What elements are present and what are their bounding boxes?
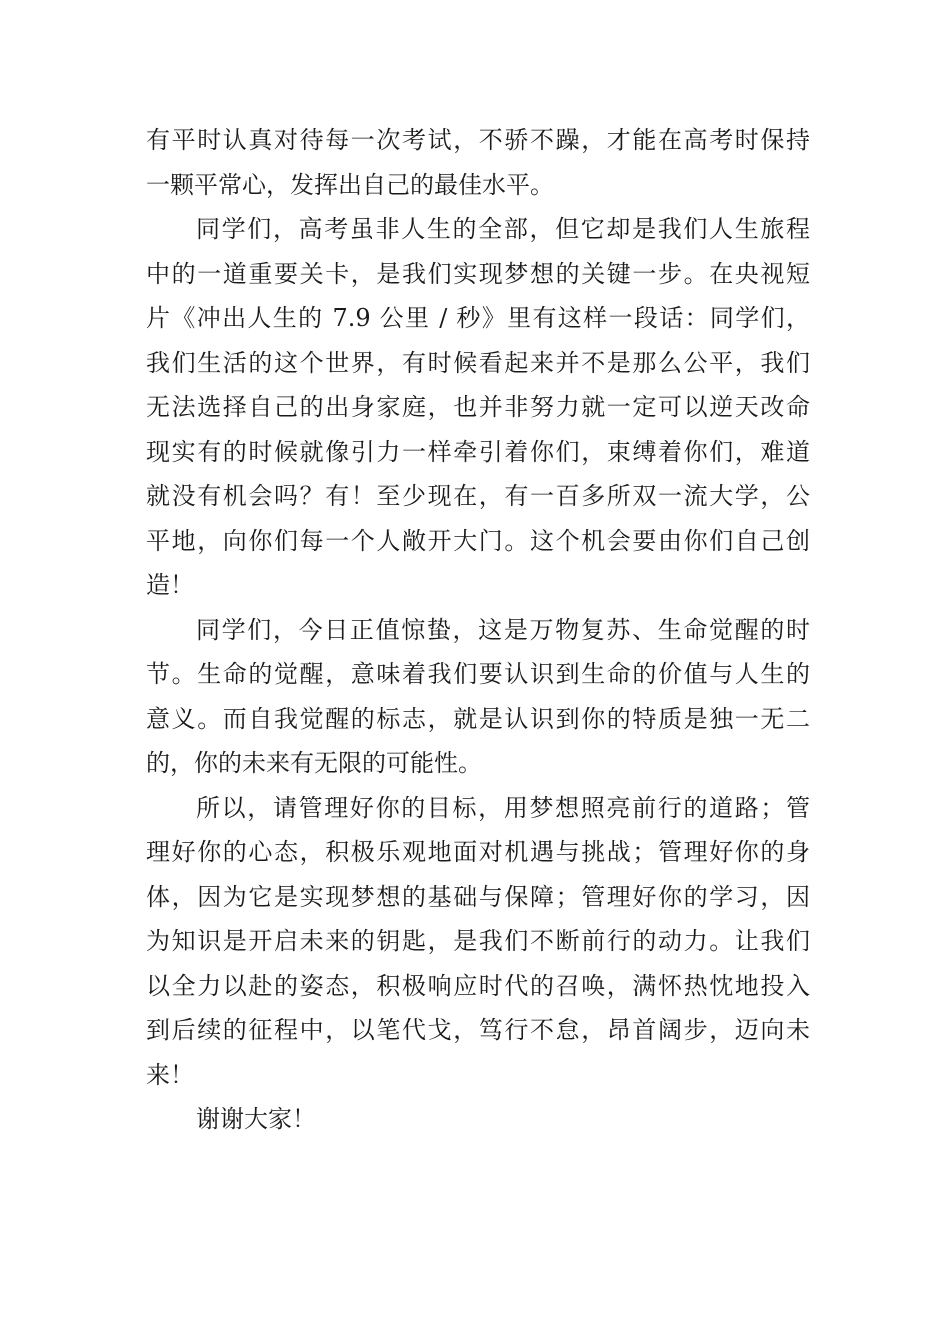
text-line: 为知识是开启未来的钥匙，是我们不断前行的动力。让我们	[146, 927, 810, 955]
closing-line: 谢谢大家！	[196, 1105, 316, 1133]
paragraph-start-line: 同学们，今日正值惊蛰，这是万物复苏、生命觉醒的时	[196, 615, 810, 644]
text-line: 一颗平常心，发挥出自己的最佳水平。	[146, 170, 554, 199]
text-line: 节。生命的觉醒，意味着我们要认识到生命的价值与人生的	[146, 660, 810, 688]
text-line: 以全力以赴的姿态，积极响应时代的召唤，满怀热忱地投入	[146, 971, 810, 1000]
text-line: 无法选择自己的出身家庭，也并非努力就一定可以逆天改命	[146, 393, 810, 421]
text-line: 造！	[146, 571, 194, 599]
text-line: 平地，向你们每一个人敞开大门。这个机会要由你们自己创	[146, 526, 810, 555]
text-line: 就没有机会吗？有！至少现在，有一百多所双一流大学，公	[146, 482, 810, 510]
speech-body	[146, 118, 810, 1142]
paragraph-start-line: 同学们，高考虽非人生的全部，但它却是我们人生旅程	[196, 215, 810, 243]
text-line: 意义。而自我觉醒的标志，就是认识到你的特质是独一无二	[146, 704, 810, 733]
text-line: 的，你的未来有无限的可能性。	[146, 749, 482, 777]
text-line: 我们生活的这个世界，有时候看起来并不是那么公平，我们	[146, 348, 810, 377]
text-line: 中的一道重要关卡，是我们实现梦想的关键一步。在央视短	[146, 259, 810, 288]
text-line: 来！	[146, 1060, 194, 1089]
text-line: 现实有的时候就像引力一样牵引着你们，束缚着你们，难道	[146, 437, 810, 466]
text-line: 片《冲出人生的 7.9 公里 / 秒》里有这样一段话：同学们，	[146, 304, 810, 332]
text-line: 到后续的征程中，以笔代戈，笃行不怠，昂首阔步，迈向未	[146, 1016, 810, 1044]
text-line: 体，因为它是实现梦想的基础与保障；管理好你的学习，因	[146, 882, 810, 911]
text-line: 理好你的心态，积极乐观地面对机遇与挑战；管理好你的身	[146, 838, 810, 866]
paragraph-start-line: 所以，请管理好你的目标，用梦想照亮前行的道路；管	[196, 793, 810, 822]
text-line: 有平时认真对待每一次考试，不骄不躁，才能在高考时保持	[146, 126, 810, 154]
